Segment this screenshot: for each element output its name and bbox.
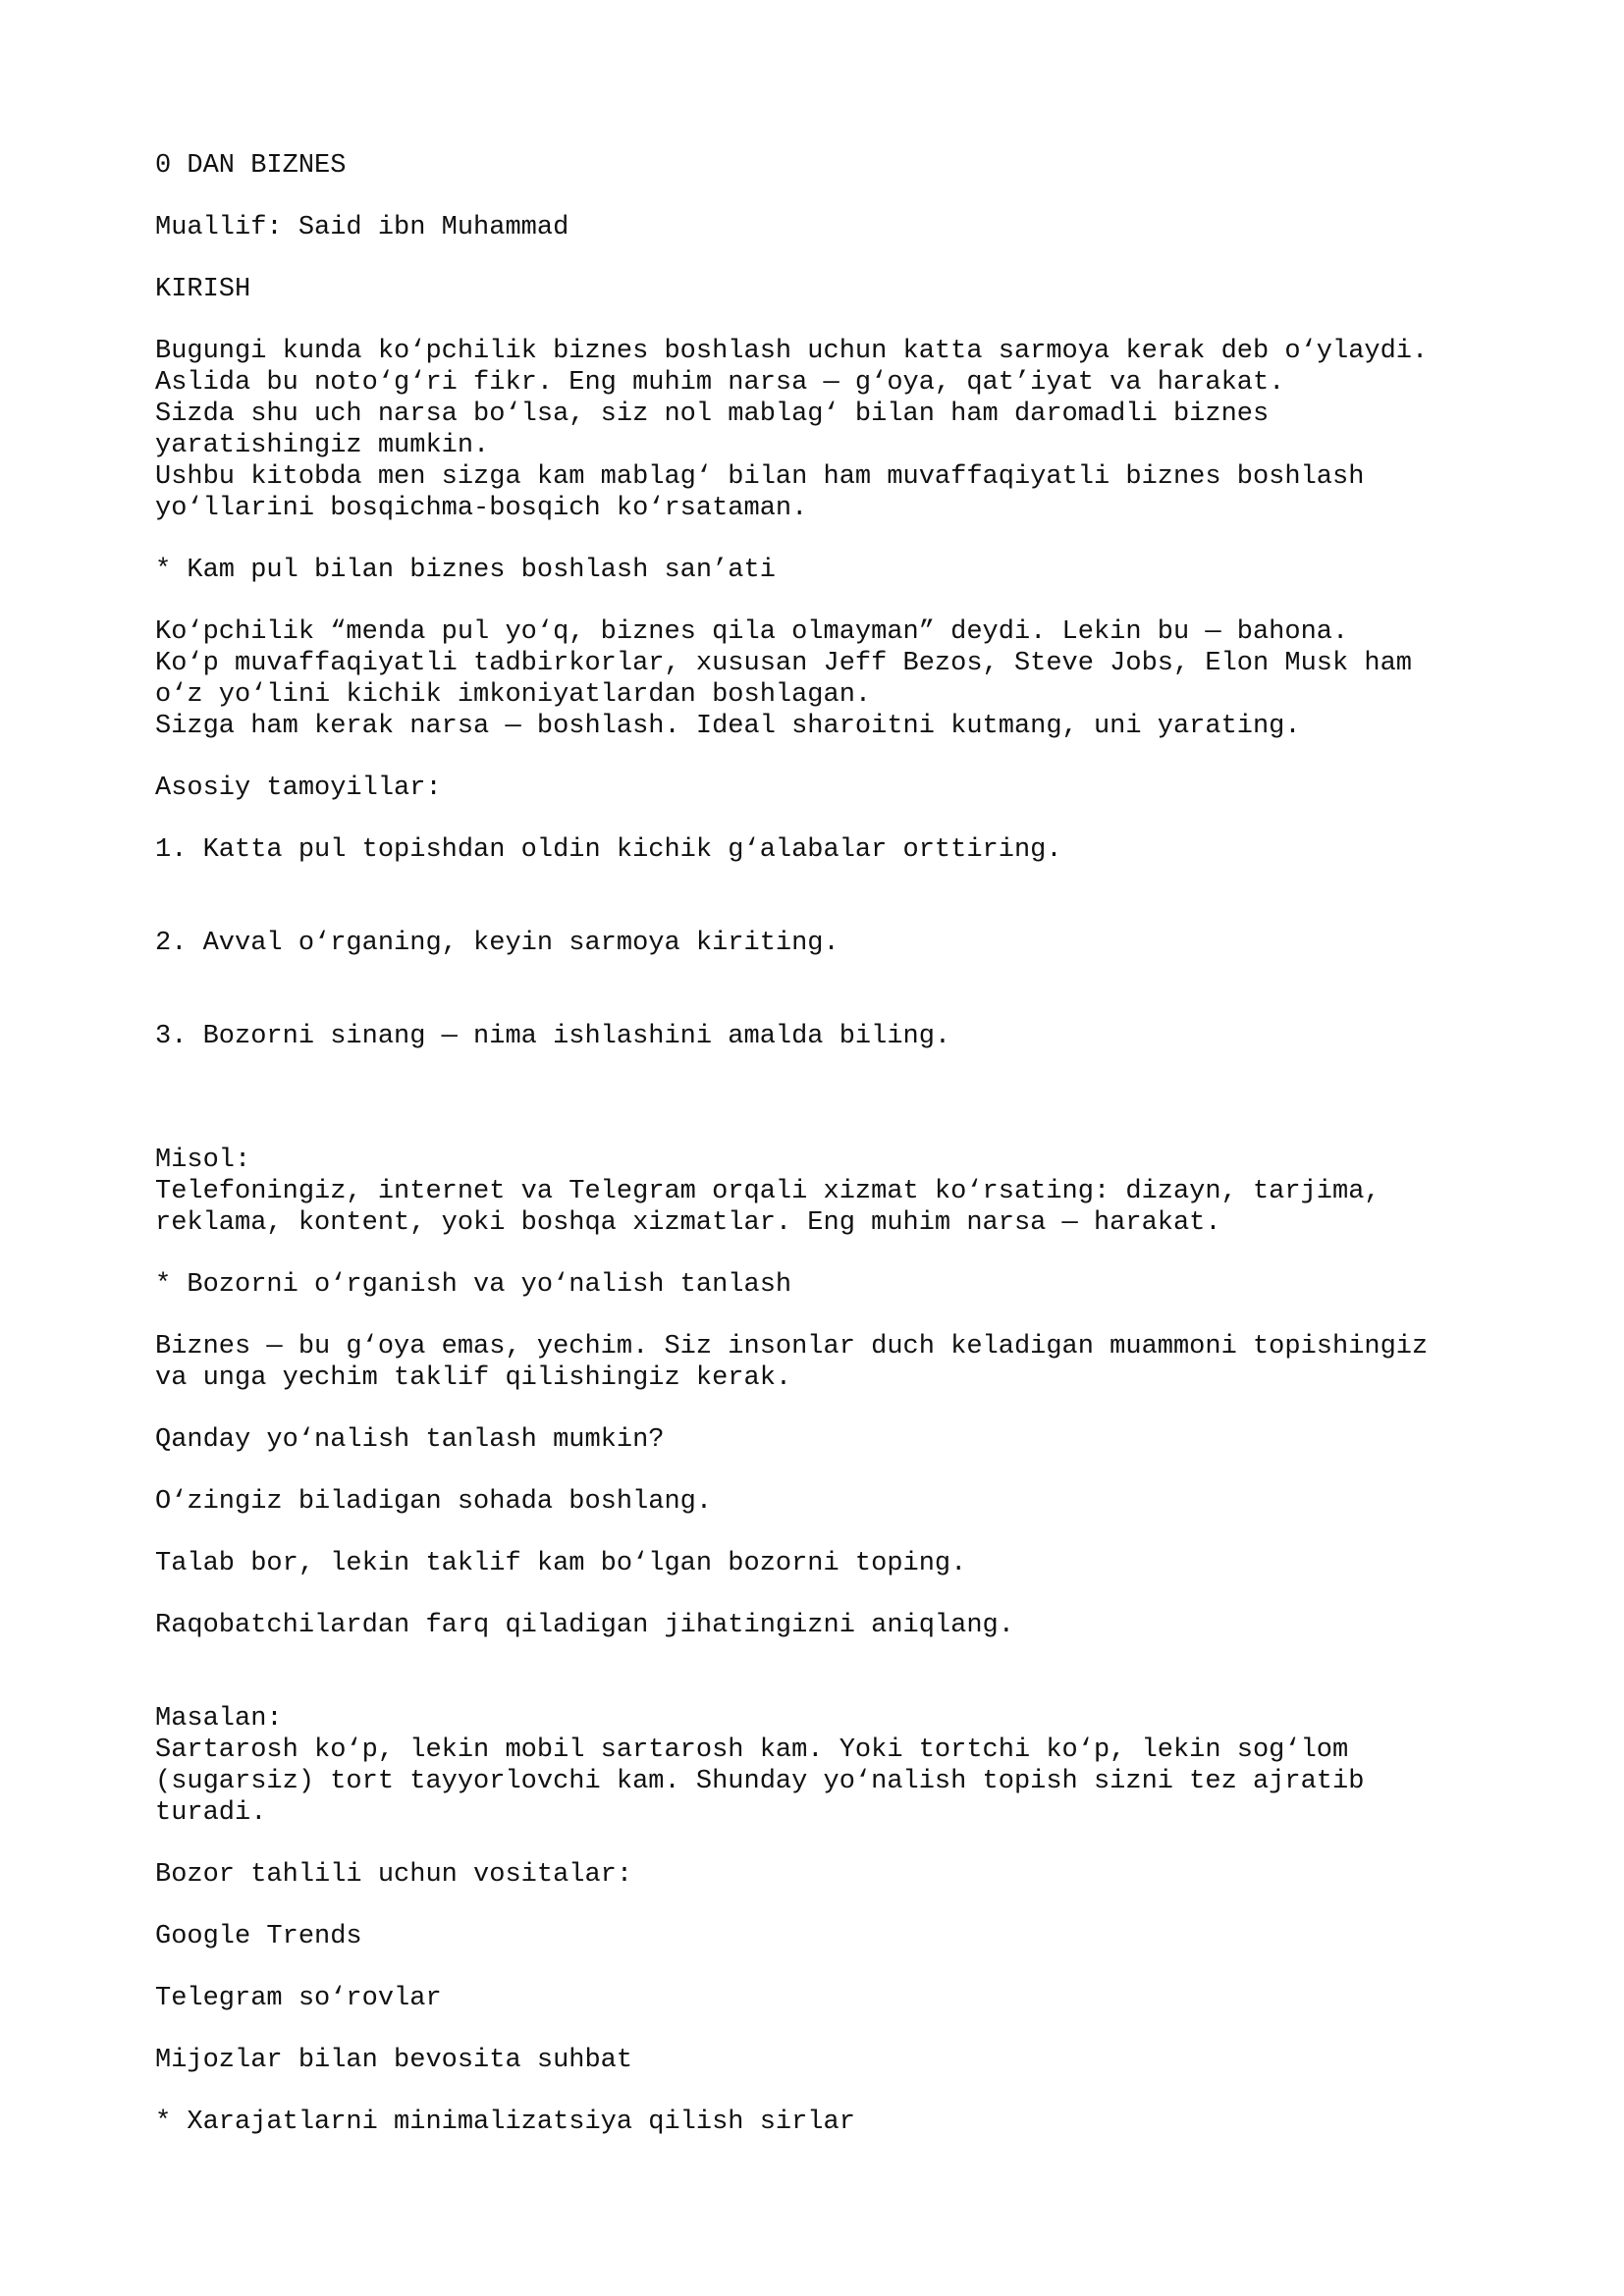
tool-item: Google Trends — [155, 1922, 362, 1951]
text-line: Telefoningiz, internet va Telegram orqali xizmat ko‘rsating: dizayn, tarjima, — [155, 1177, 1380, 1206]
tool-item: Telegram so‘rovlar — [155, 1984, 442, 2013]
text-line: yo‘llarini bosqichma-bosqich ko‘rsataman. — [155, 494, 808, 523]
section2-paragraph — [155, 1331, 1530, 1394]
section-heading: * Kam pul bilan biznes boshlash san’ati — [155, 556, 776, 585]
example-paragraph — [155, 1176, 1530, 1239]
text-line: Aslida bu noto‘g‘ri fikr. Eng muhim narsa — g‘oya, qat’iyat va harakat. — [155, 368, 1285, 398]
text-line: Sartarosh ko‘p, lekin mobil sartarosh kam. Yoki tortchi ko‘p, lekin sog‘lom — [155, 1735, 1349, 1765]
section-heading: * Xarajatlarni minimalizatsiya qilish sirlar — [155, 2108, 855, 2137]
text-line: turadi. — [155, 1798, 267, 1828]
document-page — [155, 150, 1530, 2138]
text-line: va unga yechim taklif qilishingiz kerak. — [155, 1363, 792, 1393]
section-heading: * Bozorni o‘rganish va yo‘nalish tanlash — [155, 1270, 792, 1300]
example-heading: Misol: — [155, 1146, 251, 1175]
intro-paragraph — [155, 336, 1530, 524]
document-title: 0 DAN BIZNES — [155, 151, 347, 181]
intro-heading: KIRISH — [155, 275, 251, 304]
text-line: Sizga ham kerak narsa — boshlash. Ideal sharoitni kutmang, uni yarating. — [155, 712, 1301, 741]
text-line: Ko‘p muvaffaqiyatli tadbirkorlar, xususan Jeff Bezos, Steve Jobs, Elon Musk ham — [155, 649, 1413, 678]
text-line: reklama, kontent, yoki boshqa xizmatlar. Eng muhim narsa — harakat. — [155, 1208, 1221, 1238]
principle-item: 3. Bozorni sinang — nima ishlashini amalda biling. — [155, 1022, 951, 1051]
section1-paragraph — [155, 616, 1530, 742]
text-line: Sizda shu uch narsa bo‘lsa, siz nol mablag‘ bilan ham daromadli biznes — [155, 400, 1270, 429]
text-line: Biznes — bu g‘oya emas, yechim. Siz insonlar duch keladigan muammoni topishingiz — [155, 1332, 1429, 1362]
text-line: Bugungi kunda ko‘pchilik biznes boshlash uchun katta sarmoya kerak deb o‘ylaydi. — [155, 337, 1429, 366]
principle-item: 2. Avval o‘rganing, keyin sarmoya kiriting. — [155, 929, 839, 958]
direction-item: Raqobatchilardan farq qiladigan jihatingizni aniqlang. — [155, 1611, 1014, 1640]
author-line: Muallif: Said ibn Muhammad — [155, 213, 569, 242]
text-line: yaratishingiz mumkin. — [155, 431, 490, 460]
text-line: Ushbu kitobda men sizga kam mablag‘ bilan ham muvaffaqiyatli biznes boshlash — [155, 462, 1365, 492]
principles-heading: Asosiy tamoyillar: — [155, 774, 442, 803]
tool-item: Mijozlar bilan bevosita suhbat — [155, 2046, 633, 2075]
text-line: o‘z yo‘lini kichik imkoniyatlardan boshlagan. — [155, 680, 872, 710]
text-line: Ko‘pchilik “menda pul yo‘q, biznes qila olmayman” deydi. Lekin bu — bahona. — [155, 617, 1349, 647]
masalan-heading: Masalan: — [155, 1704, 283, 1734]
direction-question: Qanday yo‘nalish tanlash mumkin? — [155, 1425, 665, 1455]
text-line: (sugarsiz) tort tayyorlovchi kam. Shunday yo‘nalish topish sizni tez ajratib — [155, 1767, 1365, 1796]
principle-item: 1. Katta pul topishdan oldin kichik g‘alabalar orttiring. — [155, 835, 1062, 865]
tools-heading: Bozor tahlili uchun vositalar: — [155, 1860, 633, 1890]
direction-item: Talab bor, lekin taklif kam bo‘lgan bozorni toping. — [155, 1549, 967, 1578]
masalan-paragraph — [155, 1735, 1530, 1829]
direction-item: O‘zingiz biladigan sohada boshlang. — [155, 1487, 713, 1517]
